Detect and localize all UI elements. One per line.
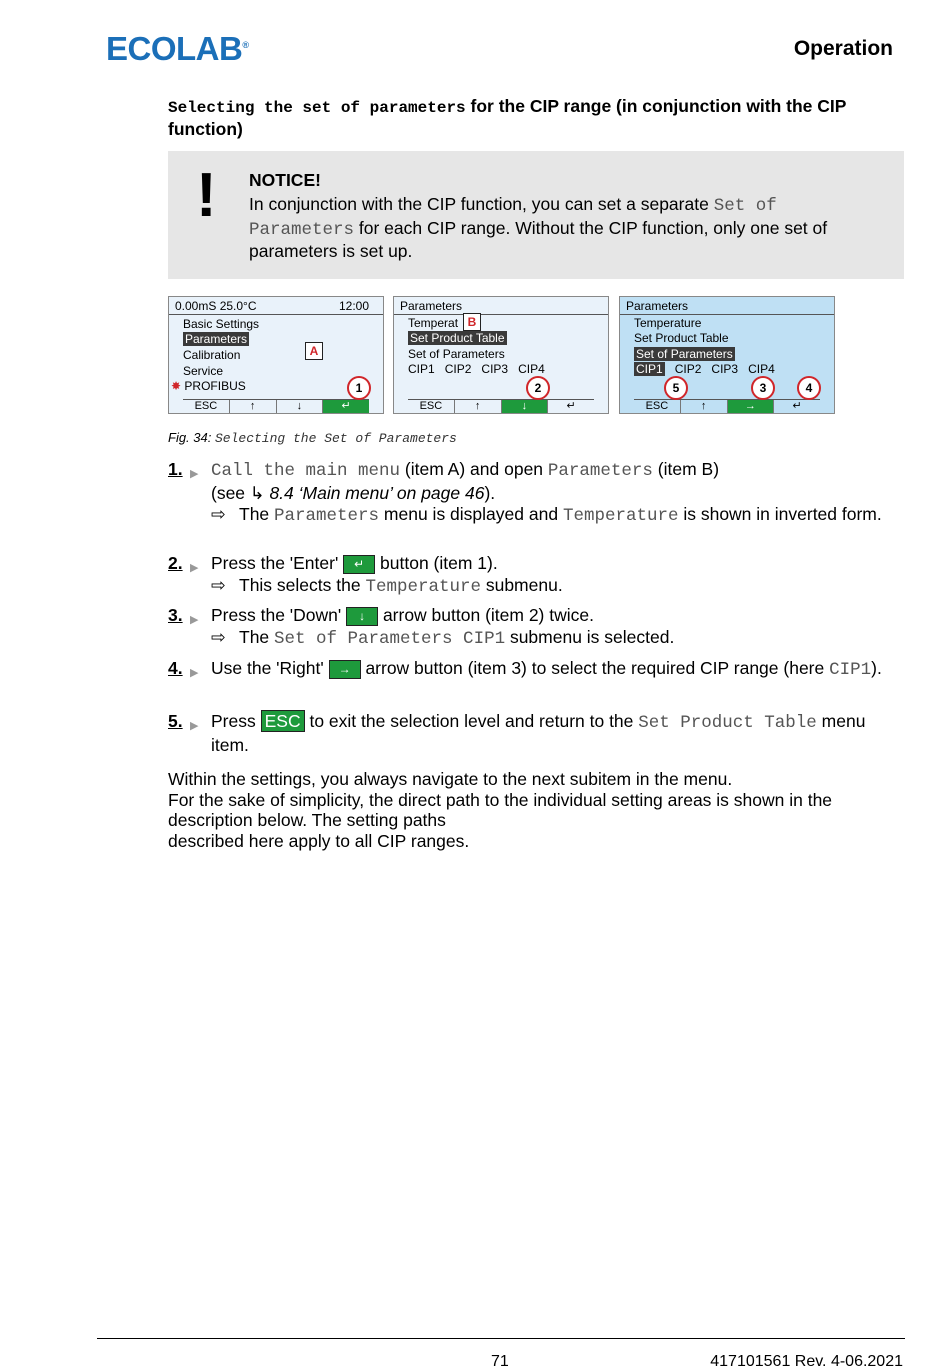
status-time: 12:00: [338, 299, 369, 313]
step-arrow-icon: ▶: [190, 614, 199, 626]
asterisk-icon: ✸: [171, 379, 182, 393]
step-result: ⇨ The Parameters menu is displayed and Temperature is shown in inverted form.: [211, 504, 882, 526]
cip-2: CIP2: [674, 362, 702, 376]
exclamation-icon: !: [196, 161, 217, 230]
step-arrow-icon: ▶: [190, 667, 199, 679]
menu-item-temperature: Temperature: [634, 316, 702, 330]
status-values: 0.00mS 25.0°C: [175, 299, 257, 313]
screen-set-of-parameters: [619, 296, 835, 414]
screen-main-menu: [168, 296, 384, 414]
result-arrow-icon: ⇨: [211, 504, 226, 524]
subsection-heading: Selecting the set of parameters for the CIP range (in conjunction with the CIP function): [168, 96, 847, 139]
menu-item-set-product-table: Set Product Table: [410, 331, 505, 345]
link-arrow-icon: ↳: [249, 482, 265, 503]
esc-key-icon: ESC: [261, 710, 305, 732]
cip-2: CIP2: [444, 362, 472, 376]
softkey-enter: ↵: [773, 400, 820, 413]
menu-item-service: Service: [183, 364, 224, 378]
softkey-esc: ESC: [419, 400, 443, 412]
step-arrow-icon: ▶: [190, 720, 199, 732]
softkey-bar: [183, 399, 369, 413]
cip-3: CIP3: [481, 362, 509, 376]
cip-4: CIP4: [748, 362, 775, 376]
softkey-up: ↑: [229, 400, 276, 413]
page-number: 71: [491, 1353, 509, 1370]
figure-caption: Fig. 34: Selecting the Set of Parameters: [168, 430, 457, 446]
menu-item-parameters: Parameters: [185, 332, 248, 346]
enter-key-icon: ↵: [343, 555, 375, 574]
step-number: 1.: [168, 459, 183, 479]
step-result: ⇨ This selects the Temperature submenu.: [211, 574, 563, 597]
menu-item-basic-settings: Basic Settings: [183, 317, 260, 331]
cip-4: CIP4: [518, 362, 545, 376]
step-5: 5. ▶ Press ESC to exit the selection level and return to the Set Product Table menu item.: [168, 711, 866, 755]
step-arrow-icon: ▶: [190, 562, 199, 574]
screen-title: Parameters: [626, 299, 689, 313]
step-1: 1. ▶ Call the main menu (item A) and open Parameters (item B) (see ↳ 8.4 ‘Main menu’ on page 46). ⇨ The Parameters menu is displayed and Temperature is shown in inverted form.: [168, 459, 903, 528]
screen-title: Parameters: [400, 299, 463, 313]
down-key-icon: ↓: [346, 607, 378, 626]
notice-title: NOTICE!: [249, 170, 321, 190]
footer-rule: [97, 1338, 905, 1339]
cip-1: CIP1: [408, 362, 435, 376]
softkey-enter: ↵: [322, 400, 369, 413]
step-3: 3. ▶ Press the 'Down' ↓ arrow button (item 2) twice. ⇨ The Set of Parameters CIP1 submenu is selected.: [168, 605, 903, 650]
softkey-up: ↑: [454, 400, 501, 413]
callout-1: 1: [347, 376, 371, 400]
menu-item-set-of-parameters: Set of Parameters: [636, 347, 733, 361]
step-number: 3.: [168, 605, 183, 625]
softkey-esc: ESC: [645, 400, 669, 412]
softkey-right: →: [727, 400, 774, 413]
result-arrow-icon: ⇨: [211, 574, 226, 595]
menu-item-set-product-table: Set Product Table: [634, 331, 729, 345]
softkey-esc: ESC: [194, 400, 218, 412]
result-arrow-icon: ⇨: [211, 626, 226, 647]
menu-item-calibration: Calibration: [183, 348, 241, 362]
softkey-bar: [634, 399, 820, 413]
menu-item-temperature: Temperat: [408, 316, 459, 330]
notice-box: [168, 151, 904, 279]
callout-3: 3: [751, 376, 775, 400]
softkey-down: ↓: [501, 400, 548, 413]
step-2: 2. ▶ Press the 'Enter' ↵ button (item 1). ⇨ This selects the Temperature submenu.: [168, 553, 903, 598]
softkey-enter: ↵: [547, 400, 594, 413]
section-title: Operation: [793, 37, 893, 60]
label-b: B: [463, 313, 481, 331]
right-key-icon: →: [329, 660, 361, 679]
screen-parameters: [393, 296, 609, 414]
callout-4: 4: [797, 376, 821, 400]
softkey-down: ↓: [276, 400, 323, 413]
notice-text: In conjunction with the CIP function, you can set a separate Set of Parameters for each CIP range. Without the CIP function, only one set of parameters is set up.: [249, 194, 828, 261]
cross-reference-link[interactable]: 8.4 ‘Main menu’ on page 46: [264, 482, 485, 503]
step-number: 2.: [168, 553, 183, 573]
softkey-up: ↑: [680, 400, 727, 413]
menu-item-set-of-parameters: Set of Parameters: [408, 347, 505, 361]
cip-3: CIP3: [711, 362, 739, 376]
callout-5: 5: [664, 376, 688, 400]
step-result: ⇨ The Set of Parameters CIP1 submenu is selected.: [211, 626, 675, 649]
cip-1: CIP1: [636, 362, 663, 376]
step-arrow-icon: ▶: [190, 468, 199, 480]
step-number: 4.: [168, 658, 183, 678]
step-4: 4. ▶ Use the 'Right' → arrow button (item 3) to select the required CIP range (here CIP1).: [168, 658, 903, 682]
label-a: A: [305, 342, 323, 360]
ecolab-logo: ECOLAB®: [106, 30, 249, 67]
softkey-bar: [408, 399, 594, 413]
menu-item-profibus: PROFIBUS: [184, 379, 246, 393]
step-number: 5.: [168, 711, 183, 731]
body-paragraph: Within the settings, you always navigate to the next subitem in the menu. For the sake of simplicity, the direct path to the individual setting areas is shown in the description below. The setting paths described here apply to all CIP ranges.: [168, 769, 833, 851]
callout-2: 2: [526, 376, 550, 400]
document-reference: 417101561 Rev. 4-06.2021: [710, 1353, 903, 1370]
